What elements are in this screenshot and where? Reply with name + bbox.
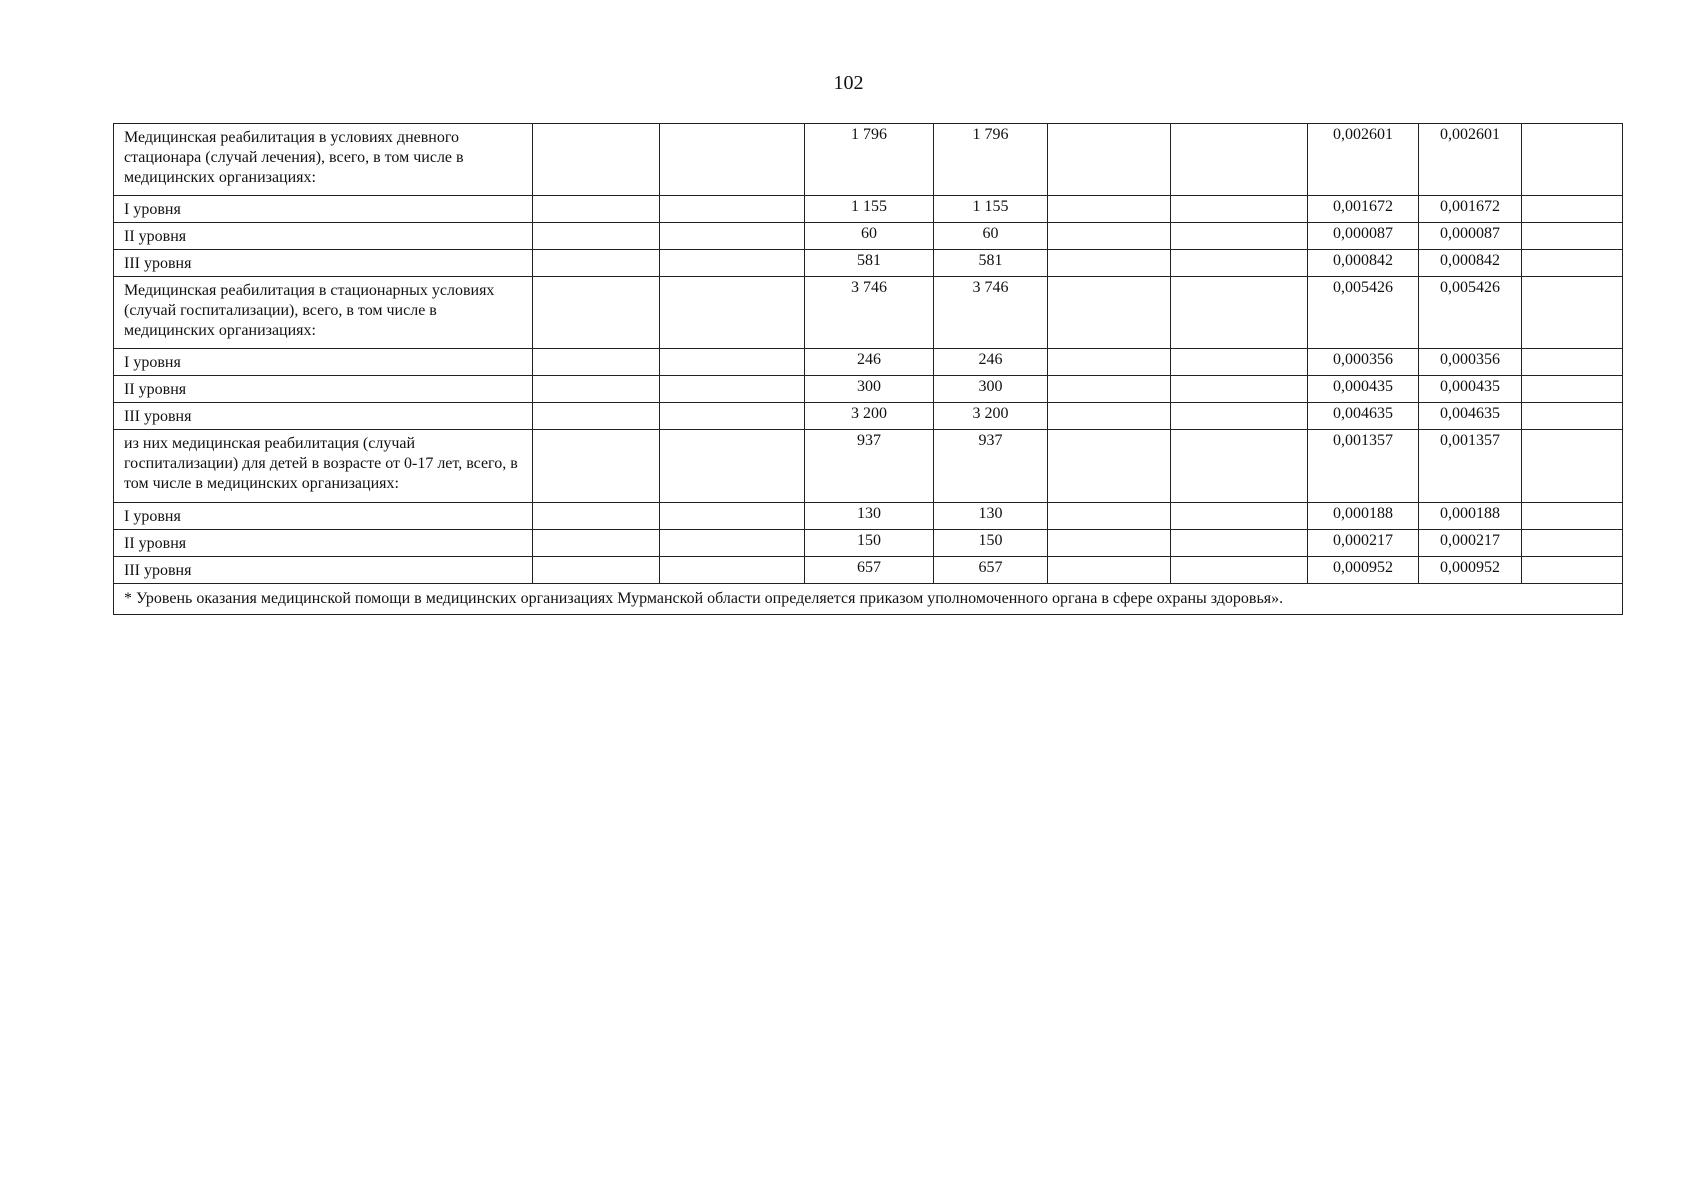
rate-value-1: 0,005426 xyxy=(1308,277,1419,349)
rate-value-2: 0,000217 xyxy=(1419,530,1522,557)
empty-cell xyxy=(660,403,805,430)
row-label: I уровня xyxy=(114,349,533,376)
rate-value-1: 0,000356 xyxy=(1308,349,1419,376)
volume-value-2: 60 xyxy=(934,223,1048,250)
rate-value-1: 0,004635 xyxy=(1308,403,1419,430)
empty-cell xyxy=(660,376,805,403)
volume-value-1: 130 xyxy=(805,503,934,530)
empty-cell xyxy=(1171,223,1308,250)
empty-cell xyxy=(660,124,805,196)
rate-value-1: 0,000188 xyxy=(1308,503,1419,530)
empty-cell xyxy=(533,403,660,430)
empty-cell xyxy=(1048,503,1171,530)
empty-cell xyxy=(1171,376,1308,403)
empty-cell xyxy=(1522,530,1623,557)
empty-cell xyxy=(1171,557,1308,584)
row-label: из них медицинская реабилитация (случай госпитализации) для детей в возрасте от 0-17 лет, всего, в том числе в медицинских организациях: xyxy=(114,430,533,503)
table-row xyxy=(114,223,1623,250)
empty-cell xyxy=(1522,376,1623,403)
rate-value-2: 0,002601 xyxy=(1419,124,1522,196)
volume-value-2: 581 xyxy=(934,250,1048,277)
empty-cell xyxy=(660,349,805,376)
rate-value-1: 0,000952 xyxy=(1308,557,1419,584)
rate-value-2: 0,000087 xyxy=(1419,223,1522,250)
rate-value-2: 0,000842 xyxy=(1419,250,1522,277)
empty-cell xyxy=(533,557,660,584)
rate-value-2: 0,000435 xyxy=(1419,376,1522,403)
volume-value-1: 60 xyxy=(805,223,934,250)
empty-cell xyxy=(660,277,805,349)
volume-value-1: 3 200 xyxy=(805,403,934,430)
data-table xyxy=(113,123,1623,615)
empty-cell xyxy=(1522,349,1623,376)
row-label: Медицинская реабилитация в стационарных условиях (случай госпитализации), всего, в том числе в медицинских организациях: xyxy=(114,277,533,349)
empty-cell xyxy=(1171,349,1308,376)
table-row xyxy=(114,503,1623,530)
table-row xyxy=(114,250,1623,277)
empty-cell xyxy=(1171,503,1308,530)
empty-cell xyxy=(1048,124,1171,196)
rate-value-1: 0,001672 xyxy=(1308,196,1419,223)
empty-cell xyxy=(660,223,805,250)
empty-cell xyxy=(1171,196,1308,223)
empty-cell xyxy=(1171,403,1308,430)
table-row xyxy=(114,124,1623,196)
empty-cell xyxy=(1048,223,1171,250)
empty-cell xyxy=(533,277,660,349)
volume-value-2: 3 746 xyxy=(934,277,1048,349)
empty-cell xyxy=(533,124,660,196)
empty-cell xyxy=(1048,403,1171,430)
table-row xyxy=(114,557,1623,584)
volume-value-2: 130 xyxy=(934,503,1048,530)
empty-cell xyxy=(533,503,660,530)
table-row xyxy=(114,196,1623,223)
rate-value-2: 0,001672 xyxy=(1419,196,1522,223)
row-label: I уровня xyxy=(114,196,533,223)
row-label: II уровня xyxy=(114,223,533,250)
volume-value-1: 581 xyxy=(805,250,934,277)
row-label: I уровня xyxy=(114,503,533,530)
empty-cell xyxy=(1171,277,1308,349)
rate-value-1: 0,000087 xyxy=(1308,223,1419,250)
empty-cell xyxy=(660,250,805,277)
volume-value-1: 246 xyxy=(805,349,934,376)
volume-value-2: 937 xyxy=(934,430,1048,503)
empty-cell xyxy=(1171,124,1308,196)
rate-value-1: 0,000842 xyxy=(1308,250,1419,277)
empty-cell xyxy=(1171,430,1308,503)
empty-cell xyxy=(1048,196,1171,223)
empty-cell xyxy=(1522,430,1623,503)
page-number: 102 xyxy=(833,72,864,94)
empty-cell xyxy=(1522,250,1623,277)
empty-cell xyxy=(533,250,660,277)
rate-value-1: 0,000217 xyxy=(1308,530,1419,557)
volume-value-2: 3 200 xyxy=(934,403,1048,430)
table-body xyxy=(114,124,1623,584)
table-row xyxy=(114,376,1623,403)
volume-value-1: 657 xyxy=(805,557,934,584)
empty-cell xyxy=(533,530,660,557)
volume-value-1: 300 xyxy=(805,376,934,403)
table-row xyxy=(114,277,1623,349)
volume-value-1: 1 796 xyxy=(805,124,934,196)
volume-value-1: 150 xyxy=(805,530,934,557)
empty-cell xyxy=(533,430,660,503)
row-label: III уровня xyxy=(114,403,533,430)
empty-cell xyxy=(660,557,805,584)
empty-cell xyxy=(1522,124,1623,196)
volume-value-2: 1 155 xyxy=(934,196,1048,223)
rate-value-2: 0,004635 xyxy=(1419,403,1522,430)
rate-value-2: 0,005426 xyxy=(1419,277,1522,349)
empty-cell xyxy=(660,196,805,223)
volume-value-2: 150 xyxy=(934,530,1048,557)
empty-cell xyxy=(660,530,805,557)
empty-cell xyxy=(1048,277,1171,349)
rate-value-1: 0,001357 xyxy=(1308,430,1419,503)
volume-value-2: 300 xyxy=(934,376,1048,403)
table-row xyxy=(114,530,1623,557)
empty-cell xyxy=(1522,557,1623,584)
rate-value-2: 0,000188 xyxy=(1419,503,1522,530)
empty-cell xyxy=(1048,430,1171,503)
empty-cell xyxy=(533,223,660,250)
footnote-row xyxy=(114,584,1623,615)
empty-cell xyxy=(1522,277,1623,349)
volume-value-1: 1 155 xyxy=(805,196,934,223)
table-row xyxy=(114,403,1623,430)
rate-value-1: 0,002601 xyxy=(1308,124,1419,196)
volume-value-2: 657 xyxy=(934,557,1048,584)
empty-cell xyxy=(533,376,660,403)
table-row xyxy=(114,349,1623,376)
row-label: Медицинская реабилитация в условиях дневного стационара (случай лечения), всего, в том числе в медицинских организациях: xyxy=(114,124,533,196)
row-label: II уровня xyxy=(114,530,533,557)
rate-value-2: 0,001357 xyxy=(1419,430,1522,503)
empty-cell xyxy=(660,430,805,503)
empty-cell xyxy=(1171,530,1308,557)
empty-cell xyxy=(660,503,805,530)
empty-cell xyxy=(1048,250,1171,277)
empty-cell xyxy=(1522,223,1623,250)
row-label: III уровня xyxy=(114,557,533,584)
rate-value-1: 0,000435 xyxy=(1308,376,1419,403)
volume-value-2: 1 796 xyxy=(934,124,1048,196)
empty-cell xyxy=(1048,349,1171,376)
table-row xyxy=(114,430,1623,503)
empty-cell xyxy=(1048,530,1171,557)
empty-cell xyxy=(1522,503,1623,530)
rate-value-2: 0,000952 xyxy=(1419,557,1522,584)
empty-cell xyxy=(1048,557,1171,584)
empty-cell xyxy=(533,349,660,376)
empty-cell xyxy=(1522,196,1623,223)
footnote: * Уровень оказания медицинской помощи в медицинских организациях Мурманской области определяется приказом уполномоченного органа в сфере охраны здоровья». xyxy=(114,584,1623,615)
row-label: II уровня xyxy=(114,376,533,403)
volume-value-1: 937 xyxy=(805,430,934,503)
empty-cell xyxy=(1171,250,1308,277)
row-label: III уровня xyxy=(114,250,533,277)
volume-value-2: 246 xyxy=(934,349,1048,376)
rate-value-2: 0,000356 xyxy=(1419,349,1522,376)
empty-cell xyxy=(1048,376,1171,403)
empty-cell xyxy=(533,196,660,223)
volume-value-1: 3 746 xyxy=(805,277,934,349)
empty-cell xyxy=(1522,403,1623,430)
